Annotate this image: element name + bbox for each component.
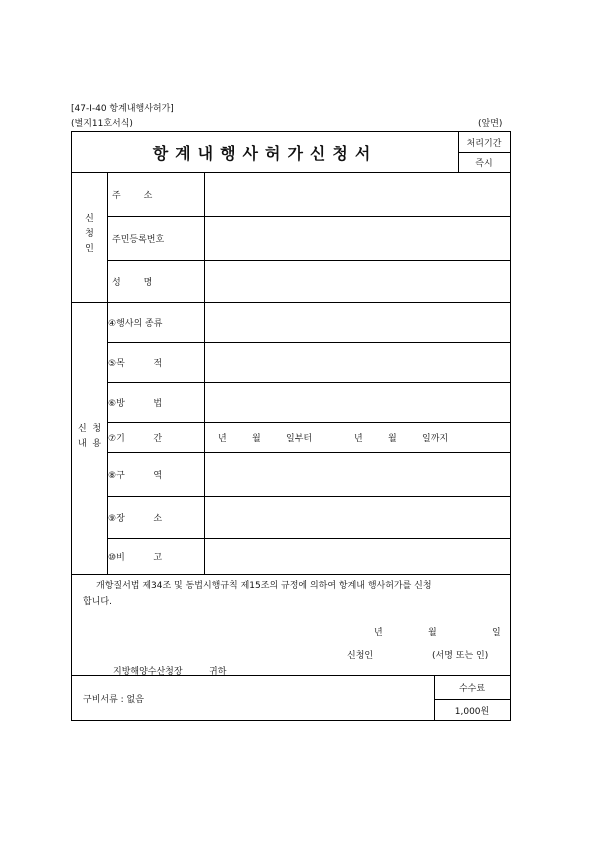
label-line: 내 용 — [77, 439, 102, 449]
fee-label: 수수료 — [458, 683, 486, 694]
name-label: 성 명 — [112, 277, 153, 288]
resident-number-label: 주민등록번호 — [112, 234, 165, 245]
form-title: 항계내행사허가신청서 — [152, 143, 378, 163]
period-from-day: 일부터 — [286, 433, 313, 444]
label-char: 신 — [85, 214, 94, 224]
date-year: 년 — [374, 628, 383, 638]
page-side-label: (앞면) — [478, 119, 503, 129]
period-from-month: 월 — [252, 433, 261, 444]
remarks-field[interactable] — [208, 538, 508, 574]
purpose-label: ⑤목 적 — [108, 358, 163, 369]
period-from-year: 년 — [218, 433, 227, 444]
event-type-label: ④행사의 종류 — [108, 318, 163, 329]
place-field[interactable] — [208, 496, 508, 538]
place-label: ⑨장 소 — [108, 513, 163, 524]
divider — [72, 574, 510, 575]
address-label: 주 소 — [112, 190, 153, 201]
purpose-field[interactable] — [208, 342, 508, 382]
address-field[interactable] — [208, 172, 508, 216]
label-char: 청 — [85, 229, 94, 239]
form-reference: [47-Ⅰ-40 항계내행사허가] — [71, 104, 174, 114]
zone-label: ⑧구 역 — [108, 470, 163, 481]
fee-value: 1,000원 — [454, 706, 490, 717]
name-field[interactable] — [208, 260, 508, 302]
recipient-office: 지방해양수산청장 — [113, 667, 183, 677]
applicant-sign-label: 신청인 — [347, 651, 374, 661]
resident-number-field[interactable] — [208, 216, 508, 260]
remarks-label: ⑩비 고 — [108, 552, 163, 563]
period-field[interactable] — [208, 422, 508, 452]
processing-period-label: 처리기간 — [466, 138, 502, 149]
period-label: ⑦기 간 — [108, 433, 163, 444]
period-to-year: 년 — [354, 433, 363, 444]
zone-field[interactable] — [208, 452, 508, 496]
declaration-text-end: 합니다. — [83, 597, 112, 607]
method-field[interactable] — [208, 382, 508, 422]
period-to-month: 월 — [388, 433, 397, 444]
signature-note: (서명 또는 인) — [432, 651, 489, 661]
method-label: ⑥방 법 — [108, 398, 163, 409]
applicant-group-label — [72, 212, 107, 257]
event-type-field[interactable] — [208, 302, 508, 342]
declaration-text: 개항질서법 제34조 및 동법시행규칙 제15조의 규정에 의하여 항계내 행사허가를 신청 — [96, 581, 432, 591]
label-line: 신 청 — [77, 424, 102, 434]
date-month: 월 — [428, 628, 437, 638]
required-documents: 구비서류 : 없음 — [83, 694, 144, 705]
period-to-day: 일까지 — [422, 433, 449, 444]
label-char: 인 — [85, 244, 94, 254]
application-form — [71, 131, 511, 721]
content-group-label — [72, 422, 107, 452]
recipient-suffix: 귀하 — [209, 667, 227, 677]
divider — [204, 172, 205, 574]
processing-period-value: 즉시 — [475, 158, 493, 169]
date-day: 일 — [492, 628, 501, 638]
form-number: (별지11호서식) — [71, 119, 133, 129]
